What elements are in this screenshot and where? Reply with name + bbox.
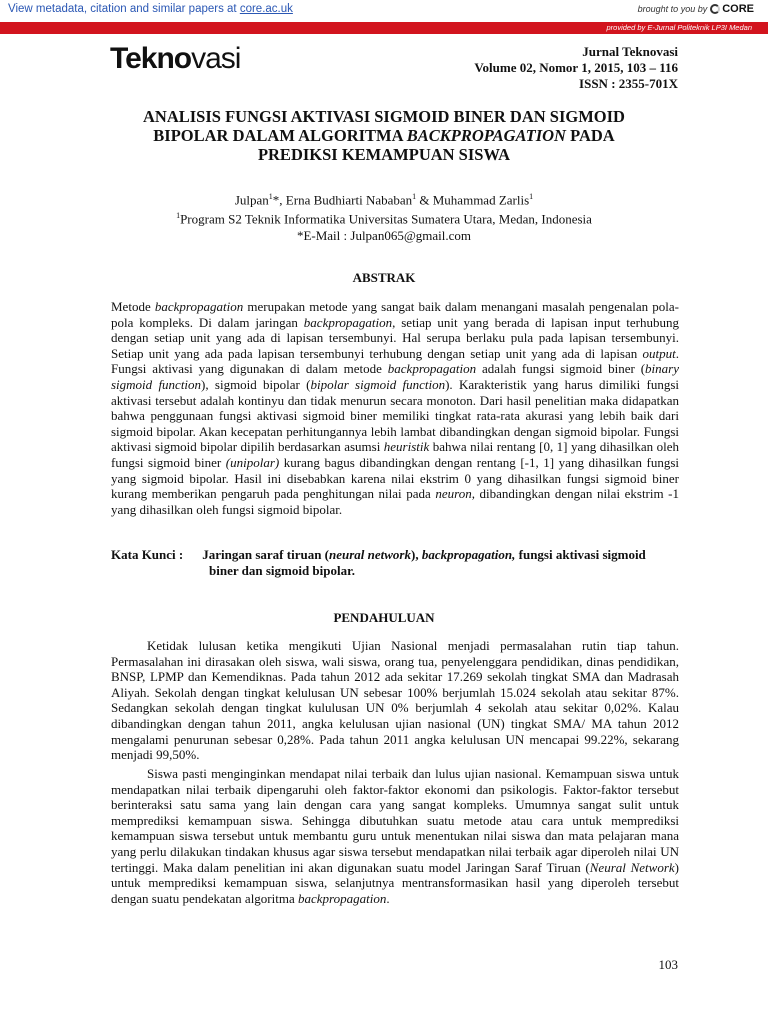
abstract-italic: backpropagation <box>154 299 244 314</box>
brought-by-text: brought to you by <box>637 4 708 14</box>
abstract-italic: bipolar sigmoid function <box>310 376 446 392</box>
core-link[interactable]: core.ac.uk <box>239 3 293 15</box>
abstract-text <box>111 299 679 517</box>
abstract-seg: Metode <box>111 299 155 314</box>
keyword-seg: Jaringan saraf tiruan ( <box>202 547 329 562</box>
abstract-italic: backpropagation <box>387 361 477 377</box>
author-3-sup: 1 <box>529 192 534 201</box>
intro-seg: Siswa pasti menginginkan mendapat nilai terbaik dan lulus ujian nasional. Kemampuan siswa untuk mendapatkan nilai terbaik dipengaruhi oleh faktor-faktor ekonomi dan psikologis. Faktor-faktor tersebut berinteraksi satu sama yang lain dengan cara yang sangat kompleks. Umumnya sangat sulit untuk memprediksi kemampuan siswa. Sehingga dibutuhkan suatu metode atau cara untuk memprediksi kemampuan siswa tersebut untuk membantu guru untuk menentukan nilai siswa dan mata pelajaran mana yang perlu dilakukan tindakan khusus agar siswa tersebut mendapatkan nilai terbaik agar diperoleh nilai UN tertinggi. Maka dalam penelitian ini akan digunakan suatu model Jaringan Saraf Tiruan ( <box>111 766 679 875</box>
abstract-seg: , setiap unit yang berada di lapisan input terhubung dengan setiap unit yang ada di lapisan tersembunyi. Hal serupa berlaku pula pada lapisan tersembunyi. Setiap unit yang ada pada lapisan tersembunyi terhubung dengan setiap unit yang ada di lapisan <box>111 314 680 361</box>
keyword-seg: ), <box>411 547 422 562</box>
metadata-text: View metadata, citation and similar papers at <box>8 3 240 15</box>
intro-paragraph-2 <box>111 766 679 906</box>
title-line-1: ANALISIS FUNGSI AKTIVASI SIGMOID BINER DAN SIGMOID <box>143 107 625 126</box>
author-2-sup: 1 <box>412 192 417 201</box>
affiliation-text: Program S2 Teknik Informatika Universitas Sumatera Utara, Medan, Indonesia <box>180 211 592 227</box>
intro-paragraph-1: Ketidak lulusan ketika mengikuti Ujian Nasional menjadi permasalahan rutin tiap tahun. Permasalahan ini dirasakan oleh siswa, wali siswa, orang tua, penyelenggara pendidikan, dinas pendidikan, BNSP, LPMP dan Kemendiknas. Pada tahun 2012 ada sekitar 17.269 sekolah tingkat SMA dan Madrasah Aliyah. Sekolah dengan tingkat kelulusan UN sebesar 100% berjumlah 15.024 sekolah atau sekitar 87%. Sedangkan sekolah dengan tingkat kululusan UN 0% berjumlah 4 sekolah atau sekitar 0,02%. Kalau dibandingkan dengan tahun 2011, angka kelulusan ujian nasional (UN) tingkat SMA/ MA tahun 2012 mengalami penurunan sebesar 0,28%. Pada tahun 2011 angka kelulusan UN mencapai 99.22%, sekarang menjadi 99,50%. <box>111 638 679 763</box>
abstract-italic: neuron, <box>435 486 475 502</box>
core-ring-icon <box>710 4 720 14</box>
keywords-label: Kata Kunci : <box>111 547 184 562</box>
journal-issn: ISSN : 2355-701X <box>579 76 678 91</box>
keywords-line-2: biner dan sigmoid bipolar. <box>209 563 355 578</box>
intro-seg: ) untuk memprediksi kemampuan siswa, selanjutnya mentransformasikan hasil yang diperoleh tersebut dengan suatu pendekatan algoritma <box>111 859 679 906</box>
abstract-italic: (unipolar) <box>225 454 280 470</box>
author-email: *E-Mail : Julpan065@gmail.com <box>296 227 472 243</box>
abstract-seg: merupakan metode yang sangat baik dalam menangani masalah pengenalan pola-pola kompleks. Di dalam jaringan <box>111 299 679 330</box>
abstract-seg: . Fungsi aktivasi yang digunakan di dalam metode <box>111 345 679 377</box>
provided-by-text: provided by E-Jurnal Politeknik LP3I Medan <box>606 23 752 32</box>
author-list <box>90 189 678 208</box>
journal-info <box>474 44 678 92</box>
abstract-italic: heuristik <box>383 439 430 455</box>
abstract-italic: backpropagation <box>303 314 393 330</box>
logo-part-bold: Tekno <box>110 42 192 75</box>
intro-heading: PENDAHULUAN <box>333 610 435 625</box>
keywords <box>111 547 679 579</box>
core-logo <box>710 3 754 15</box>
abstract-seg: ). Karakteristik yang harus dimiliki fungsi aktivasi tersebut adalah kontinyu dan tidak menurun secara monoton. Dari hasil penelitian maka didapatkan bahwa penggunaan fungsi aktivasi sigmoid biner memiliki tingkat rata-rata akurasi yang lebih baik dari sigmoid bipolar. Akan kecepatan perhitungannya lebih lambat dibandingkan dengan sigmoid bipolar. Fungsi aktivasi sigmoid bipolar dipilih berdasarkan asumsi <box>111 376 679 455</box>
keyword-italic: backpropagation, <box>421 547 516 562</box>
metadata-link-line <box>8 3 293 15</box>
author-1: Julpan <box>234 192 269 208</box>
author-block <box>90 189 678 244</box>
affiliation-sup: 1 <box>176 211 181 221</box>
author-3: & Muhammad Zarlis <box>416 192 530 208</box>
keywords-line-1 <box>202 547 646 562</box>
affiliation <box>90 208 678 227</box>
title-line-2c: PADA <box>565 126 615 145</box>
keyword-seg: fungsi aktivasi sigmoid <box>515 547 646 562</box>
intro-seg: . <box>386 890 390 906</box>
core-banner <box>0 0 768 23</box>
core-logo-text: CORE <box>722 3 754 15</box>
intro-italic: Neural Network <box>589 859 675 875</box>
title-line-2a: BIPOLAR DALAM ALGORITMA <box>153 126 407 145</box>
title-line-3: PREDIKSI KEMAMPUAN SISWA <box>257 145 511 164</box>
abstract-heading: ABSTRAK <box>352 270 416 285</box>
abstract-seg: bahwa nilai rentang [0, 1] yang dihasilkan oleh fungsi sigmoid biner <box>111 439 679 470</box>
abstract-seg: adalah fungsi sigmoid biner ( <box>476 361 646 377</box>
author-1-sup: 1 <box>268 192 273 201</box>
provided-by-bar <box>0 22 768 34</box>
title-line-2 <box>90 126 678 145</box>
journal-volume: Volume 02, Nomor 1, 2015, 103 – 116 <box>474 60 678 75</box>
keyword-italic: neural network <box>329 547 411 562</box>
abstract-italic: output <box>642 345 676 361</box>
page-number: 103 <box>658 957 678 972</box>
abstract-italic: binary sigmoid function <box>111 361 679 392</box>
logo-part-thin: vasi <box>191 42 241 75</box>
journal-logo <box>110 42 240 76</box>
abstract-seg: dibandingkan dengan nilai ekstrim -1 yang dihasilkan oleh fungsi sigmoid bipolar. <box>111 486 679 517</box>
journal-name: Jurnal Teknovasi <box>582 44 678 59</box>
abstract-seg: ), sigmoid bipolar ( <box>201 376 311 392</box>
author-2: *, Erna Budhiarti Nababan <box>272 192 413 208</box>
paper-title <box>90 107 678 164</box>
brought-by[interactable] <box>638 3 754 15</box>
title-italic-term: BACKPROPAGATION <box>406 126 566 145</box>
abstract-seg: kurang bagus dibandingkan dengan rentang [-1, 1] yang dihasilkan fungsi yang sigmoid bipolar. Hasil ini disebabkan karena nilai ekstrim 0 yang dihasilkan fungsi sigmoid biner kurang memberikan pengaruh pada penghitungan nilai pada <box>111 454 680 502</box>
intro-italic: backpropagation <box>298 890 387 906</box>
